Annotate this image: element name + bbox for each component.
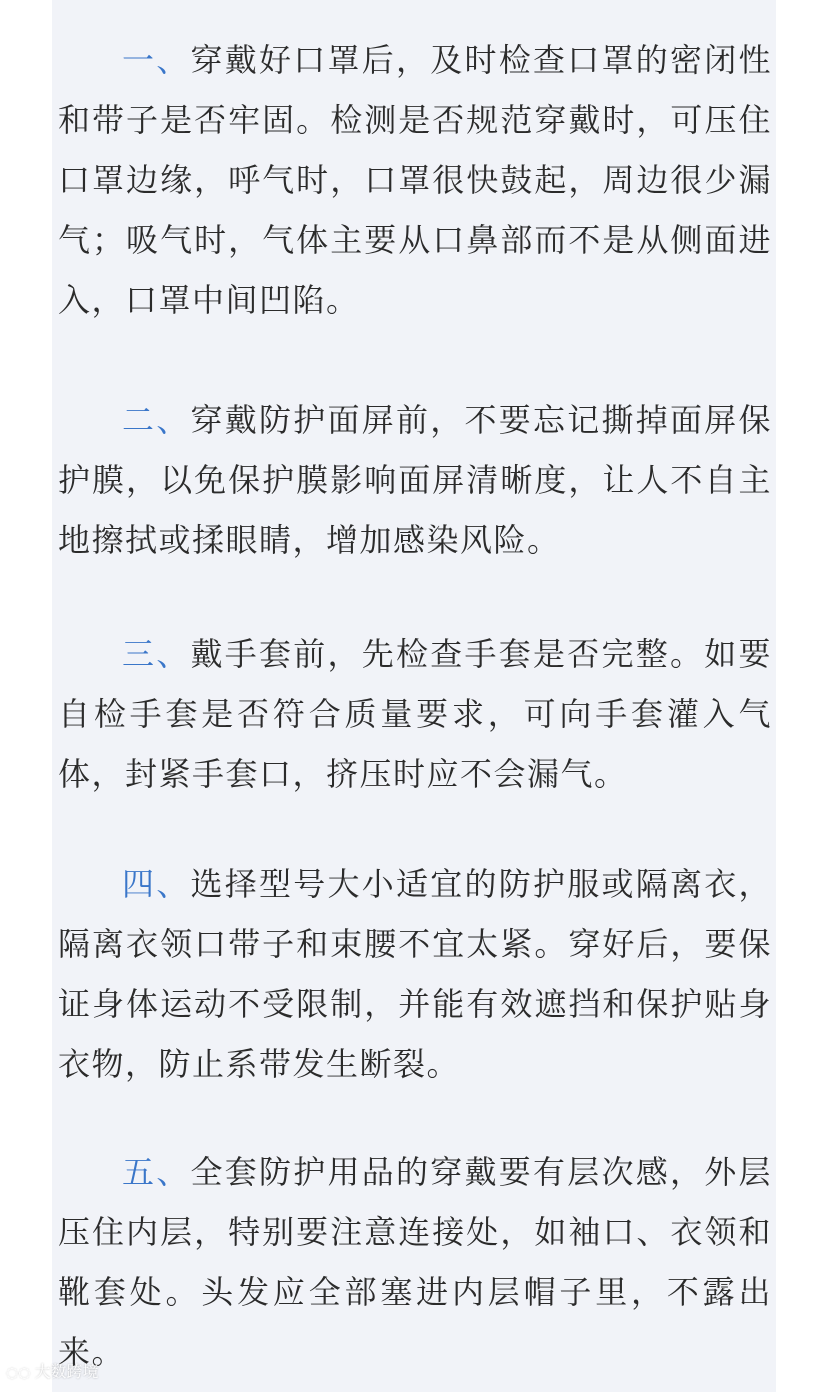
- paragraph-5: [58, 1142, 772, 1382]
- paragraph-text: 戴手套前，先检查手套是否完整。如要自检手套是否符合质量要求，可向手套灌入气体，封紧手套口，挤压时应不会漏气。: [58, 635, 772, 793]
- watermark-text: 大数跨境: [34, 1362, 99, 1381]
- paragraph-4: [58, 854, 772, 1094]
- paragraph-text: 选择型号大小适宜的防护服或隔离衣，隔离衣领口带子和束腰不宜太紧。穿好后，要保证身体运动不受限制，并能有效遮挡和保护贴身衣物，防止系带发生断裂。: [58, 865, 772, 1083]
- paragraph-text: 穿戴好口罩后，及时检查口罩的密闭性和带子是否牢固。检测是否规范穿戴时，可压住口罩边缘，呼气时，口罩很快鼓起，周边很少漏气；吸气时，气体主要从口鼻部而不是从侧面进入，口罩中间凹陷。: [58, 41, 772, 319]
- paragraph-number: 四、: [122, 865, 191, 903]
- paragraph-number: 三、: [122, 635, 191, 673]
- paragraph-3: [58, 624, 772, 804]
- paragraph-number: 二、: [122, 401, 191, 439]
- watermark-logo-icon: ◌◌: [6, 1365, 31, 1381]
- watermark: [6, 1362, 98, 1383]
- paragraph-text: 全套防护用品的穿戴要有层次感，外层压住内层，特别要注意连接处，如袖口、衣领和靴套处。头发应全部塞进内层帽子里，不露出来。: [58, 1153, 772, 1371]
- paragraph-1: [58, 30, 772, 330]
- paragraph-text: 穿戴防护面屏前，不要忘记撕掉面屏保护膜，以免保护膜影响面屏清晰度，让人不自主地擦拭或揉眼睛，增加感染风险。: [58, 401, 772, 559]
- paragraph-2: [58, 390, 772, 570]
- paragraph-number: 一、: [122, 41, 191, 79]
- paragraph-number: 五、: [122, 1153, 191, 1191]
